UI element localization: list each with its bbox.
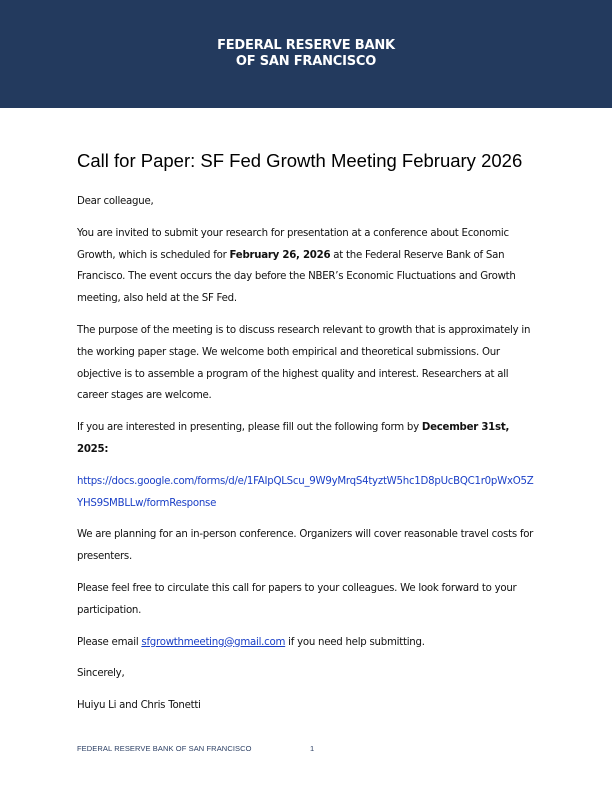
frbsf-logo (0, 38, 612, 70)
deadline-date: December 31st, 2025: (77, 422, 510, 455)
paragraph-contact (77, 632, 539, 654)
paragraph-travel: We are planning for an in-person conference. Organizers will cover reasonable travel costs for presenters. (77, 529, 534, 563)
deadline-text: If you are interested in presenting, please fill out the following form by (77, 422, 422, 434)
event-date: February 26, 2026 (229, 249, 331, 261)
paragraph-deadline (77, 417, 539, 461)
paragraph-form-link (77, 471, 539, 515)
logo-line-2: OF SAN FRANCISCO (235, 54, 377, 69)
letter-body (77, 191, 539, 727)
contact-text-2: if you need help submitting. (285, 636, 425, 648)
logo-line-1: FEDERAL RESERVE BANK (217, 38, 395, 53)
page-header-banner (0, 0, 612, 108)
signature: Huiyu Li and Chris Tonetti (77, 700, 201, 712)
invitation-text-2: at the Federal Reserve Bank of San Francisco. The event occurs the day before the NBER’s Economic Fluctuations and Growth meeting, also held at the SF Fed. (77, 249, 516, 305)
footer-org: FEDERAL RESERVE BANK OF SAN FRANCISCO (77, 744, 252, 753)
form-link[interactable]: https://docs.google.com/forms/d/e/1FAIpQLScu_9W9yMrqS4tyztW5hc1D8pUcBQC1r0pWxO5ZYHS9SMBLLw/formResponse (77, 475, 534, 509)
closing: Sincerely, (77, 668, 125, 680)
email-link[interactable]: sfgrowthmeeting@gmail.com (141, 636, 286, 648)
contact-text-1: Please email (77, 636, 142, 648)
page-number: 1 (310, 744, 315, 753)
paragraph-purpose: The purpose of the meeting is to discuss research relevant to growth that is approximately in the working paper stage. We welcome both empirical and theoretical submissions. Our objective is to assemble a program of the highest quality and interest. Researchers at all career stages are welcome. (77, 324, 531, 402)
document-title: Call for Paper: SF Fed Growth Meeting February 2026 (77, 150, 523, 171)
paragraph-circulate: Please feel free to circulate this call for papers to your colleagues. We look forward to your participation. (77, 582, 517, 616)
invitation-text-1: You are invited to submit your research for presentation at a conference about Economic Growth, which is scheduled for (77, 227, 509, 261)
salutation: Dear colleague, (77, 196, 154, 207)
paragraph-invitation (77, 223, 539, 310)
